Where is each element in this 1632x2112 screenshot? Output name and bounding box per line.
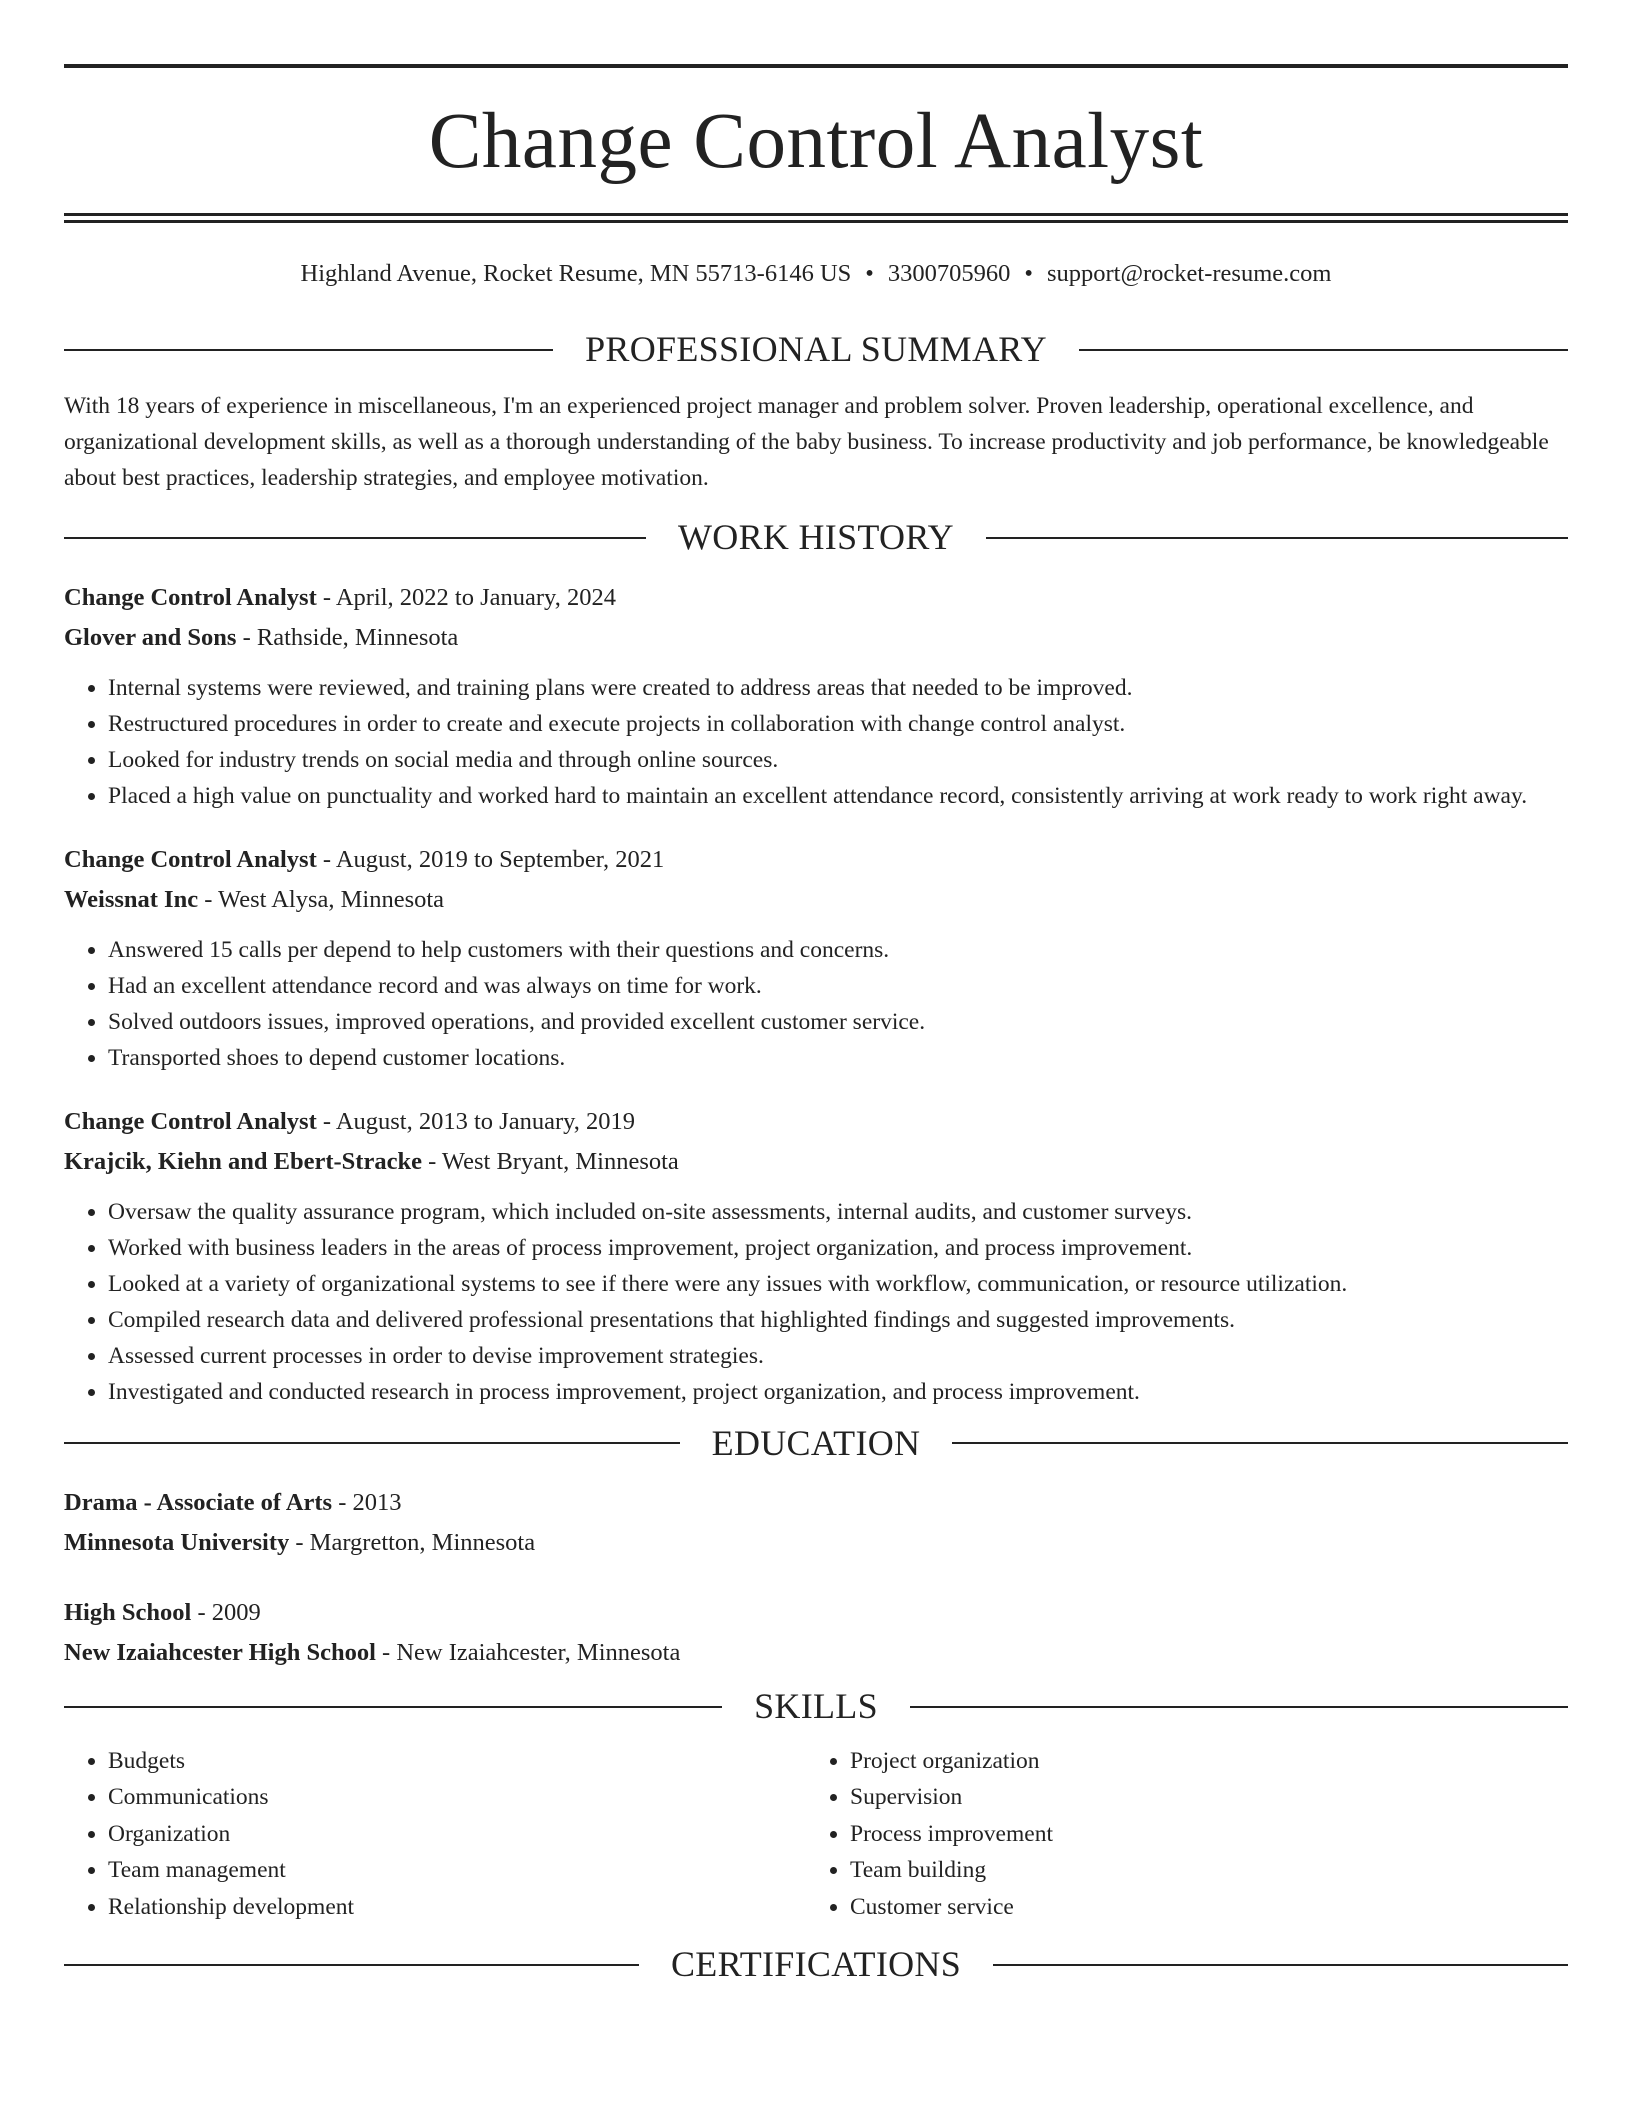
top-rule	[64, 64, 1568, 68]
list-item: • Had an excellent attendance record and was always on time for work.	[108, 968, 1568, 1004]
job-bullets	[64, 670, 1568, 814]
list-item: • Communications	[108, 1779, 806, 1816]
resume-name: Change Control Analyst	[428, 98, 1204, 185]
school-line	[64, 1523, 1568, 1563]
skills-column-left	[64, 1743, 806, 1926]
company-line	[64, 1142, 1568, 1182]
degree-year: - 2009	[191, 1599, 261, 1627]
company-name: Krajcik, Kiehn and Ebert-Stracke	[64, 1147, 422, 1175]
education-entry	[64, 1593, 1568, 1673]
list-item: • Budgets	[108, 1743, 806, 1780]
section-heading-skills	[64, 1687, 1568, 1727]
contact-email: support@rocket-resume.com	[1046, 260, 1332, 287]
school-line	[64, 1633, 1568, 1673]
degree-name: High School	[64, 1599, 192, 1627]
company-line	[64, 880, 1568, 920]
job-entry	[64, 578, 1568, 814]
school-location: - New Izaiahcester, Minnesota	[375, 1639, 681, 1667]
list-item: • Answered 15 calls per depend to help customers with their questions and concerns.	[108, 932, 1568, 968]
heading-rule	[993, 1964, 1568, 1966]
job-title: Change Control Analyst	[64, 583, 317, 611]
list-item: • Investigated and conducted research in process improvement, project organization, and process improvement.	[108, 1374, 1568, 1410]
contact-separator: •	[1024, 260, 1033, 287]
degree-name: Drama - Associate of Arts	[64, 1489, 333, 1517]
education-entry	[64, 1483, 1568, 1563]
heading-rule	[986, 537, 1568, 539]
job-dates: - April, 2022 to January, 2024	[316, 583, 616, 611]
summary-text: With 18 years of experience in miscellaneous, I'm an experienced project manager and problem solver. Proven leadership, operational excellence, and organizational development skills, as well as a thorough understanding of the baby business. To increase productivity and job performance, be knowledgeable about best practices, leadership strategies, and employee motivation.	[64, 392, 1549, 491]
list-item: • Looked at a variety of organizational systems to see if there were any issues with workflow, communication, or resource utilization.	[108, 1266, 1568, 1302]
job-entry	[64, 1102, 1568, 1410]
heading-rule	[64, 1442, 680, 1444]
contact-line	[64, 259, 1568, 288]
list-item: • Project organization	[850, 1743, 1548, 1780]
heading-rule	[1079, 349, 1568, 351]
contact-address: Highland Avenue, Rocket Resume, MN 55713-6146 US	[300, 260, 852, 287]
heading-rule	[910, 1706, 1568, 1708]
degree-year: - 2013	[332, 1489, 402, 1517]
list-item: • Transported shoes to depend customer locations.	[108, 1040, 1568, 1076]
list-item: • Worked with business leaders in the areas of process improvement, project organization, and process improvement.	[108, 1230, 1568, 1266]
heading-rule	[64, 1706, 722, 1708]
contact-separator: •	[865, 260, 874, 287]
name-double-rule	[64, 213, 1568, 223]
heading-rule	[952, 1442, 1568, 1444]
company-location: - Rathside, Minnesota	[236, 623, 459, 651]
job-title: Change Control Analyst	[64, 1107, 317, 1135]
list-item: • Solved outdoors issues, improved operations, and provided excellent customer service.	[108, 1004, 1568, 1040]
job-bullets	[64, 932, 1568, 1076]
list-item: • Looked for industry trends on social media and through online sources.	[108, 742, 1568, 778]
job-dates: - August, 2013 to January, 2019	[316, 1107, 636, 1135]
section-heading-summary	[64, 330, 1568, 370]
list-item: • Placed a high value on punctuality and worked hard to maintain an excellent attendance record, consistently arriving at work ready to work right away.	[108, 778, 1568, 814]
list-item: • Customer service	[850, 1889, 1548, 1926]
list-item: • Organization	[108, 1816, 806, 1853]
list-item: • Process improvement	[850, 1816, 1548, 1853]
section-title: CERTIFICATIONS	[670, 1944, 962, 1985]
contact-phone: 3300705960	[887, 260, 1011, 287]
list-item: • Internal systems were reviewed, and training plans were created to address areas that needed to be improved.	[108, 670, 1568, 706]
list-item: • Restructured procedures in order to create and execute projects in collaboration with change control analyst.	[108, 706, 1568, 742]
skills-column-right	[806, 1743, 1548, 1926]
job-title: Change Control Analyst	[64, 845, 317, 873]
skills-list	[64, 1743, 1568, 1926]
job-title-line	[64, 840, 1568, 880]
company-name: Glover and Sons	[64, 623, 237, 651]
section-title: SKILLS	[754, 1686, 878, 1727]
list-item: • Team management	[108, 1852, 806, 1889]
list-item: • Oversaw the quality assurance program, which included on-site assessments, internal audits, and customer surveys.	[108, 1194, 1568, 1230]
section-heading-certifications	[64, 1945, 1568, 1985]
company-location: - West Bryant, Minnesota	[421, 1147, 679, 1175]
section-title: PROFESSIONAL SUMMARY	[585, 329, 1047, 370]
section-title: WORK HISTORY	[678, 516, 954, 557]
list-item: • Team building	[850, 1852, 1548, 1889]
heading-rule	[64, 537, 646, 539]
section-title: EDUCATION	[711, 1422, 921, 1463]
school-location: - Margretton, Minnesota	[289, 1529, 536, 1557]
heading-rule	[64, 349, 553, 351]
heading-rule	[64, 1964, 639, 1966]
company-name: Weissnat Inc	[64, 885, 199, 913]
job-dates: - August, 2019 to September, 2021	[316, 845, 665, 873]
school-name: New Izaiahcester High School	[64, 1639, 376, 1667]
list-item: • Compiled research data and delivered professional presentations that highlighted findings and suggested improvements.	[108, 1302, 1568, 1338]
list-item: • Assessed current processes in order to devise improvement strategies.	[108, 1338, 1568, 1374]
job-title-line	[64, 1102, 1568, 1142]
company-line	[64, 618, 1568, 658]
degree-line	[64, 1483, 1568, 1523]
job-title-line	[64, 578, 1568, 618]
job-bullets	[64, 1194, 1568, 1410]
list-item: • Relationship development	[108, 1889, 806, 1926]
job-entry	[64, 840, 1568, 1076]
degree-line	[64, 1593, 1568, 1633]
section-heading-work	[64, 518, 1568, 558]
section-heading-education	[64, 1424, 1568, 1464]
list-item: • Supervision	[850, 1779, 1548, 1816]
company-location: - West Alysa, Minnesota	[198, 885, 445, 913]
school-name: Minnesota University	[64, 1529, 290, 1557]
